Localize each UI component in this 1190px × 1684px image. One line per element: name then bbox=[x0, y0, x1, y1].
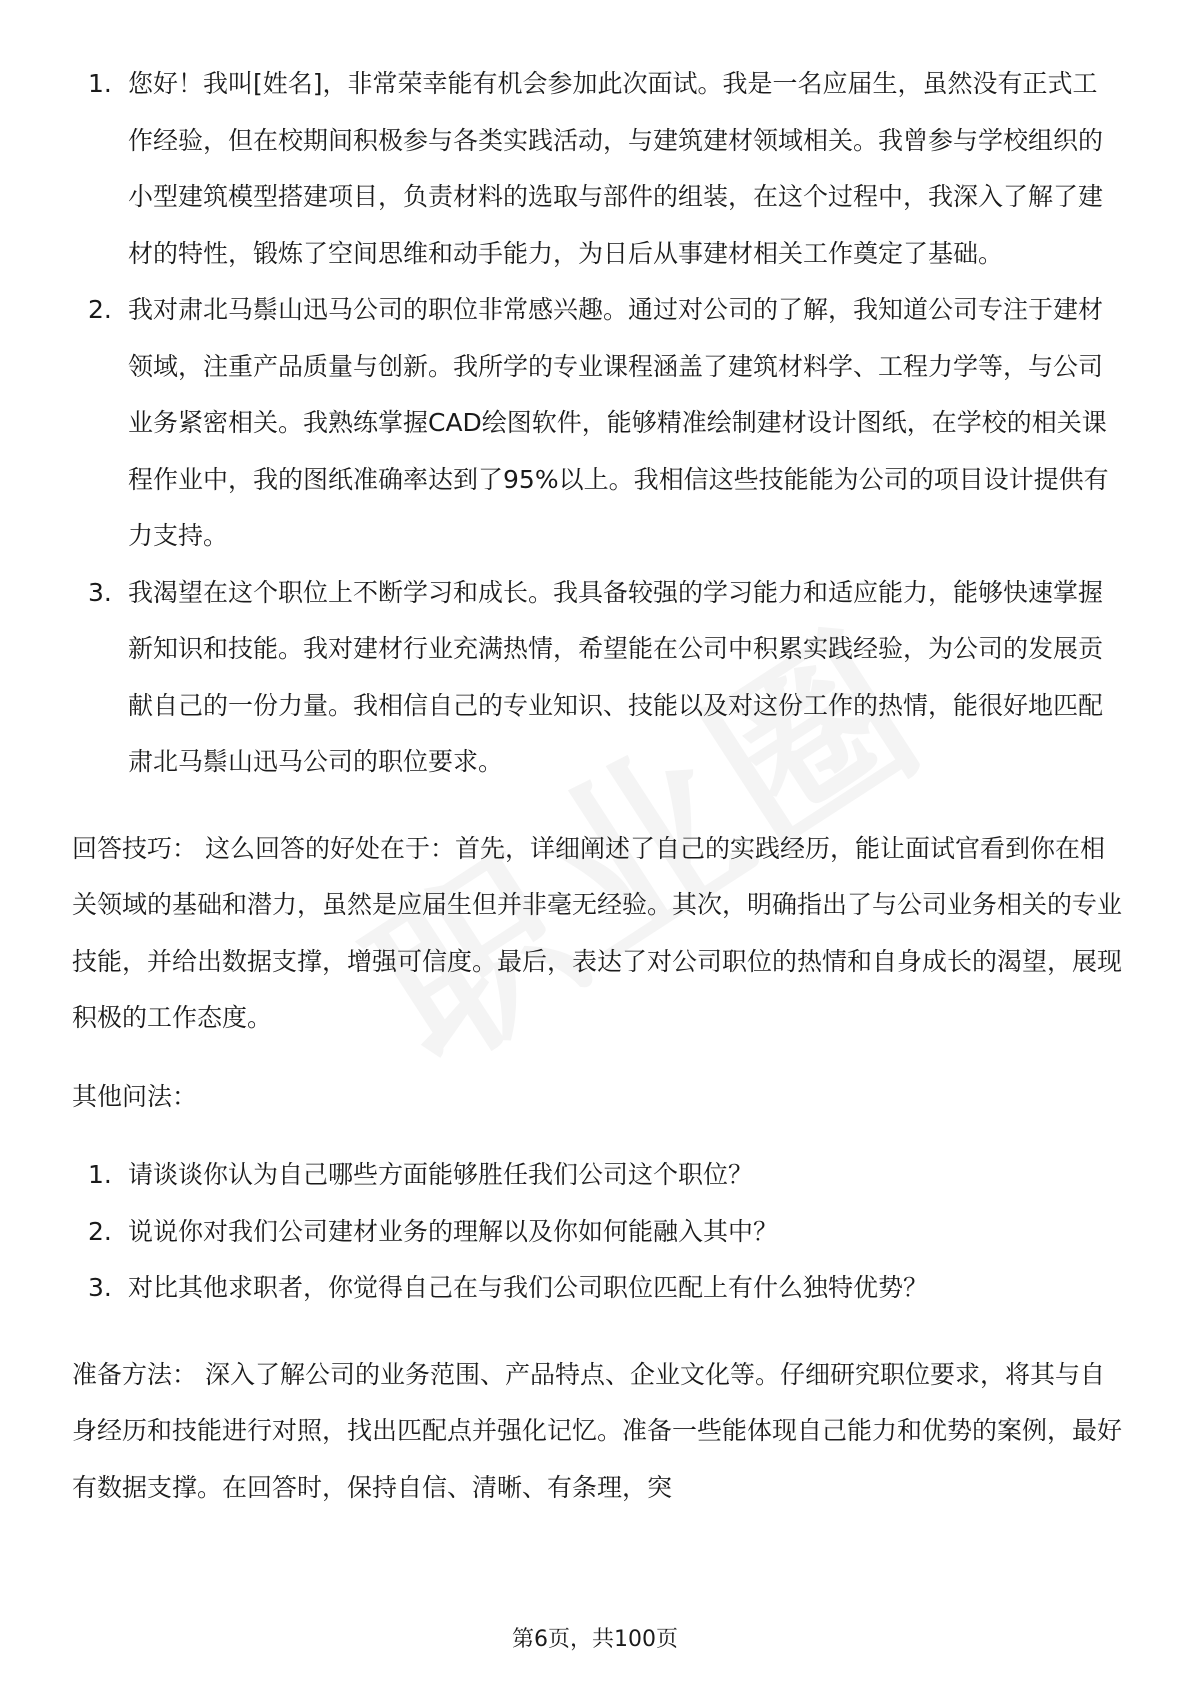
other-question-item-3: 对比其他求职者，你觉得自己在与我们公司职位匹配上有什么独特优势？ bbox=[128, 1273, 929, 1302]
answer-item-1: 您好！我叫[姓名]，非常荣幸能有机会参加此次面试。我是一名应届生，虽然没有正式工作经验，但在校期间积极参与各类实践活动，与建筑建材领域相关。我曾参与学校组织的小型建筑模型搭建项目，负责材料的选取与部件的组装，在这个过程中，我深入了解了建材的特性，锻炼了空间思维和动手能力，为日后从事建材相关工作奠定了基础。 bbox=[128, 69, 1104, 268]
page-content bbox=[72, 56, 1122, 1516]
other-question-item-1: 请谈谈你认为自己哪些方面能够胜任我们公司这个职位？ bbox=[128, 1160, 754, 1189]
answer-item-3: 我渴望在这个职位上不断学习和成长。我具备较强的学习能力和适应能力，能够快速掌握新知识和技能。我对建材行业充满热情，希望能在公司中积累实践经验，为公司的发展贡献自己的一份力量。我相信自己的专业知识、技能以及对这份工作的热情，能很好地匹配肃北马鬃山迅马公司的职位要求。 bbox=[128, 577, 1104, 776]
answer-list bbox=[72, 56, 1122, 791]
page-number-footer: 第6页，共100页 bbox=[512, 1627, 678, 1652]
other-question-item-2: 说说你对我们公司建材业务的理解以及你如何能融入其中？ bbox=[128, 1216, 779, 1246]
preparation-paragraph: 准备方法： 深入了解公司的业务范围、产品特点、企业文化等。仔细研究职位要求，将其与自身经历和技能进行对照，找出匹配点并强化记忆。准备一些能体现自己能力和优势的案例，最好有数据支撑。在回答时，保持自信、清晰、有条理，突 bbox=[72, 1359, 1123, 1502]
other-questions-heading: 其他问法： bbox=[72, 1081, 198, 1111]
other-questions-list bbox=[72, 1147, 1122, 1317]
answer-tips-paragraph: 回答技巧： 这么回答的好处在于：首先，详细阐述了自己的实践经历，能让面试官看到你在相关领域的基础和潜力，虽然是应届生但并非毫无经验。其次，明确指出了与公司业务相关的专业技能，并给出数据支撑，增强可信度。最后，表达了对公司职位的热情和自身成长的渴望，展现积极的工作态度。 bbox=[72, 833, 1123, 1032]
answer-item-2: 我对肃北马鬃山迅马公司的职位非常感兴趣。通过对公司的了解，我知道公司专注于建材领域，注重产品质量与创新。我所学的专业课程涵盖了建筑材料学、工程力学等，与公司业务紧密相关。我熟练掌握CAD绘图软件，能够精准绘制建材设计图纸，在学校的相关课程作业中，我的图纸准确率达到了95%以上。我相信这些技能能为公司的项目设计提供有力支持。 bbox=[128, 295, 1109, 550]
